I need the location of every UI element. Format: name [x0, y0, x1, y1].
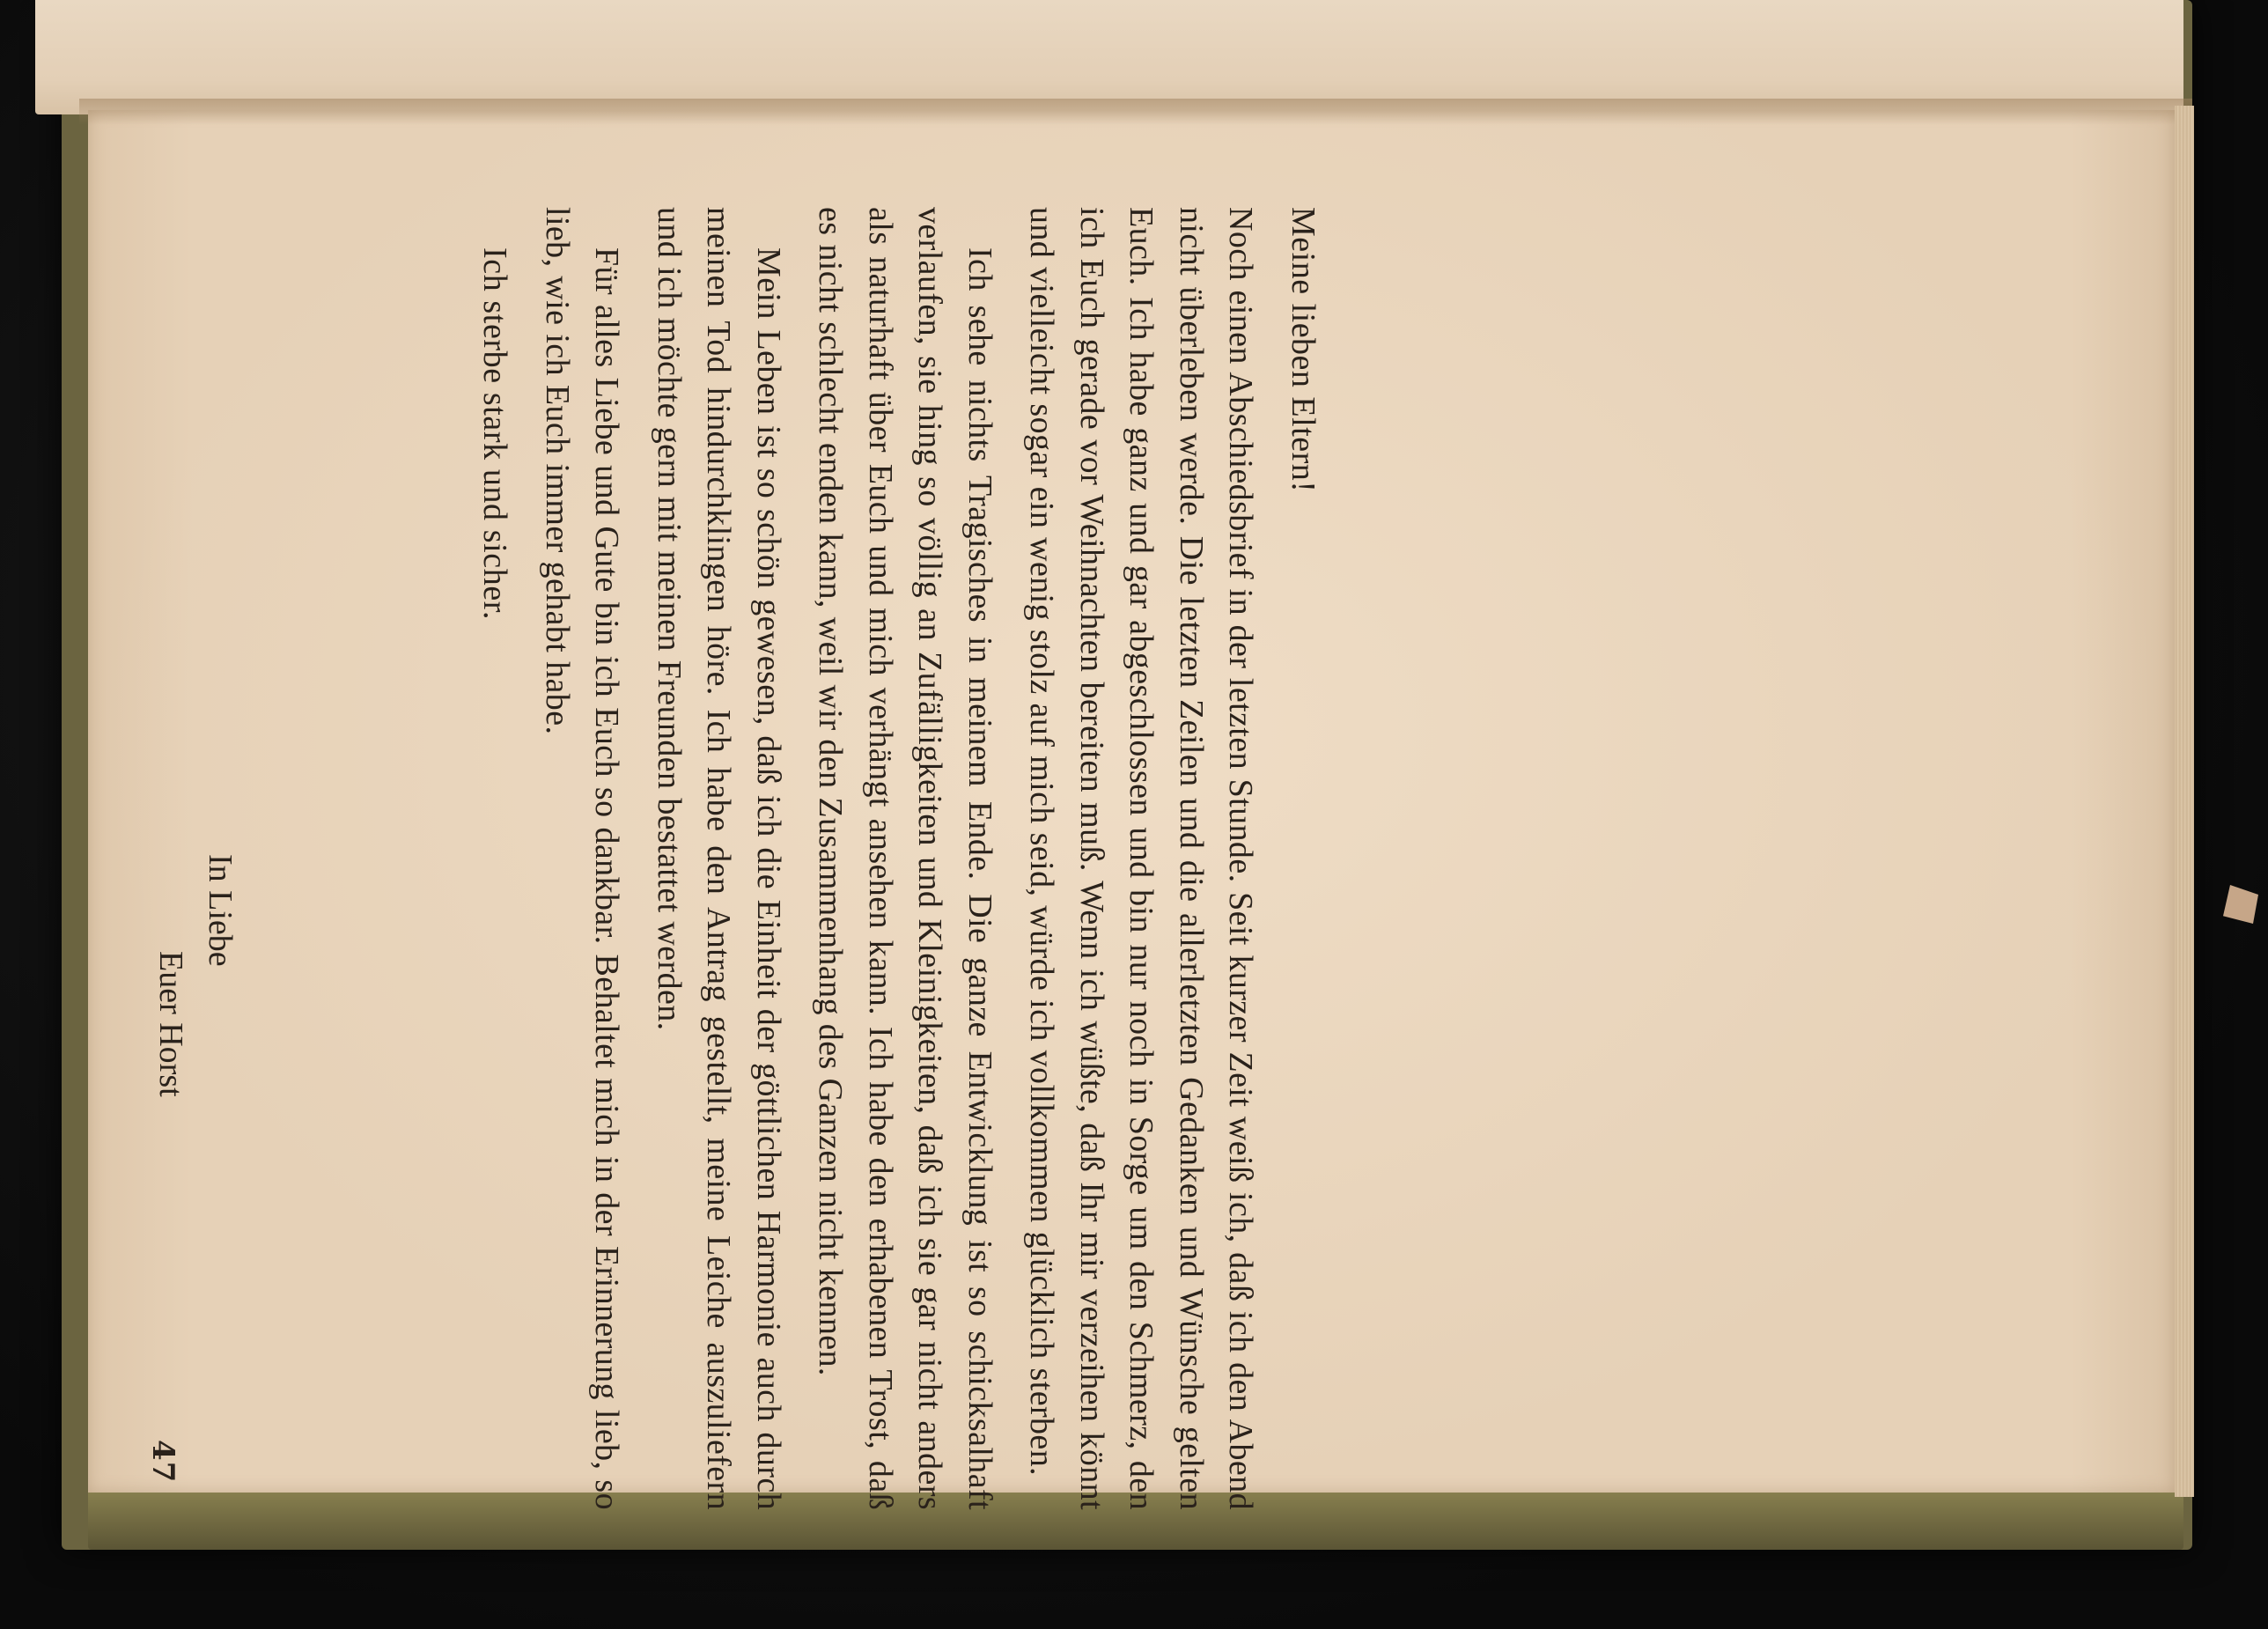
letter-salutation: Meine lieben Eltern! [1285, 207, 1322, 493]
gutter-shadow [79, 99, 2192, 125]
sign-off: In Liebe [202, 854, 239, 967]
letter-closing: Ich sterbe stark und sicher. [476, 247, 514, 621]
signature: Euer Horst [152, 951, 189, 1097]
letter-paragraph-1: Noch einen Abschiedsbrief in der letzten Stunde. Seit kurzer Zeit weiß ich, daß ich den Abend nicht überleben werde. Die letzten Zeilen und die allerletzten Gedanken und Wünsche gelten Euch. Ich habe ganz und gar abgeschlossen und bin nur noch in Sorge um den Schmerz, den ich Euch gerade vor Weihnachten bereiten muß. Wenn ich wüßte, daß Ihr mir verzeihen könnt und vielleicht sogar ein wenig stolz auf mich seid, würde ich vollkommen glücklich sterben. [1023, 207, 1260, 1510]
letter-paragraph-2: Ich sehe nichts Tragisches in meinem Ende. Die ganze Entwicklung ist so schicksalhaft verlaufen, sie hing so völlig an Zufälligkeiten und Kleinigkeiten, daß ich sie gar nicht anders als naturhaft über Euch und mich verhängt ansehen kann. Ich habe den erhabenen Trost, daß es nicht schlecht enden kann, weil wir den Zusammenhang des Ganzen nicht kennen. [812, 207, 998, 1510]
page-number: 47 [145, 1440, 180, 1484]
letter-paragraph-3: Mein Leben ist so schön gewesen, daß ich die Einheit der göttlichen Harmonie auch durch meinen Tod hindurchklingen höre. Ich habe den Antrag gestellt, meine Leiche auszuliefern und ich möchte gern mit meinen Freunden bestattet werden. [651, 207, 787, 1510]
facing-page [35, 0, 2183, 114]
page-stack-edge [2175, 106, 2194, 1497]
signature-block [146, 854, 245, 1206]
letter-paragraph-4: Für alles Liebe und Gute bin ich Euch so dankbar. Behaltet mich in der Erinnerung lieb, so lieb, wie ich Euch immer gehabt habe. [539, 207, 626, 1510]
letter-text [95, 207, 1328, 1510]
